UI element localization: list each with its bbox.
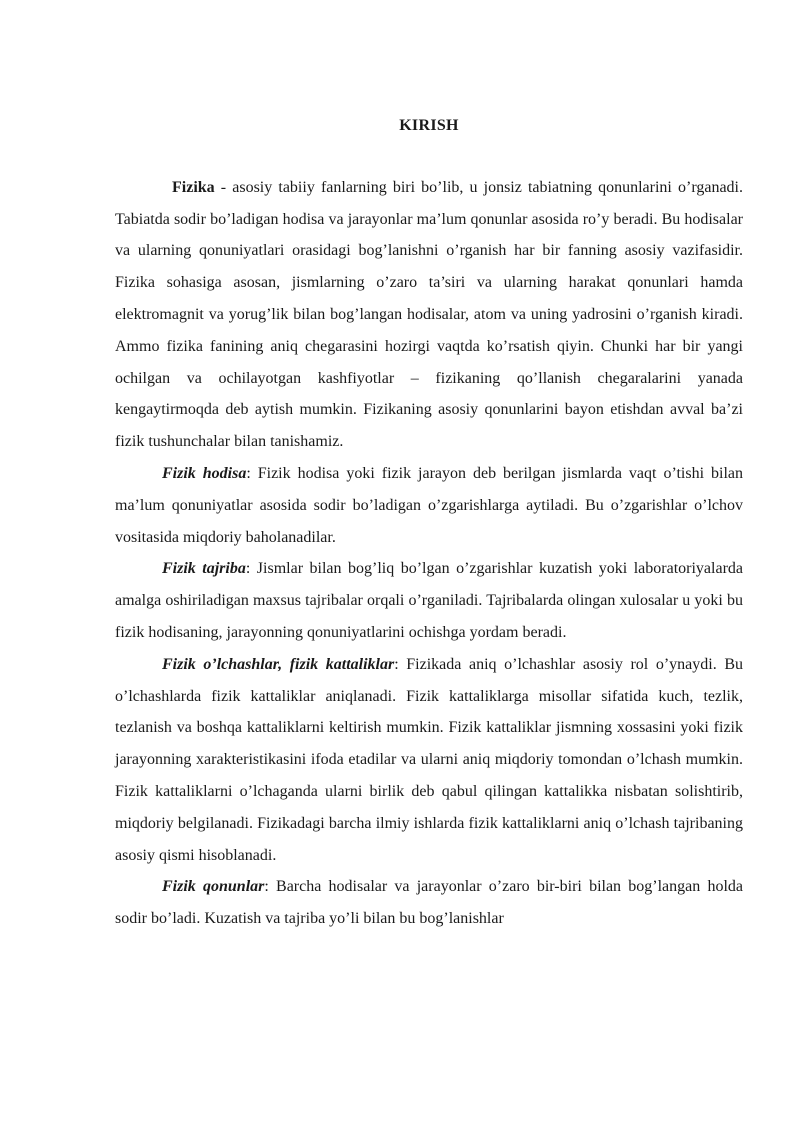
term-fizik-qonunlar: Fizik qonunlar — [162, 878, 265, 896]
paragraph-fizik-tajriba — [115, 553, 743, 648]
paragraph-text: : Barcha hodisalar va jarayonlar o’zaro bir-biri bilan bog’langan holda sodir bo’ladi. Kuzatish va tajriba yo’li bilan bu bog’lanishlar — [115, 878, 743, 928]
paragraph-fizik-qonunlar — [115, 871, 743, 935]
paragraph-text: : Fizik hodisa yoki fizik jarayon deb berilgan jismlarda vaqt o’tishi bilan ma’lum qonuniyatlar asosida sodir bo’ladigan o’zgarishlarga aytiladi. Bu o’zgarishlar o’lchov vositasida miqdoriy baholanadilar. — [115, 464, 743, 546]
paragraph-fizika — [115, 172, 743, 458]
paragraph-text: : Fizikada aniq o’lchashlar asosiy rol o’ynaydi. Bu o’lchashlarda fizik kattaliklar aniqlanadi. Fizik kattaliklarga misollar sifatida kuch, tezlik, tezlanish va boshqa kattaliklarni keltirish mumkin. Fizik kattaliklar jismning xossasini yoki fizik jarayonning xarakteristikasini ifoda etadilar va ularni aniq miqdoriy tomondan o’lchash mumkin. Fizik kattaliklarni o’lchaganda ularni birlik deb qabul qilingan kattalikka nisbatan solishtirib, miqdoriy belgilanadi. Fizikadagi barcha ilmiy ishlarda fizik kattaliklarni aniq o’lchash tajribaning asosiy qismi hisoblanadi. — [115, 655, 744, 864]
term-fizik-olchashlar: Fizik o’lchashlar, fizik kattaliklar — [162, 655, 395, 673]
term-fizik-hodisa: Fizik hodisa — [162, 464, 247, 482]
document-page — [115, 110, 743, 935]
term-fizika: Fizika — [172, 178, 215, 196]
paragraph-text: : Jismlar bilan bog’liq bo’lgan o’zgarishlar kuzatish yoki laboratoriyalarda amalga oshiriladigan maxsus tajribalar orqali o’rganiladi. Tajribalarda olingan xulosalar u yoki bu fizik hodisaning, jarayonning qonuniyatlarini ochishga yordam beradi. — [115, 560, 743, 641]
paragraph-text: - asosiy tabiiy fanlarning biri bo’lib, u jonsiz tabiatning qonunlarini o’rganadi. Tabiatda sodir bo’ladigan hodisa va jarayonlar ma’lum qonunlar asosida ro’y beradi. Bu hodisalar va ularning qonuniyatlari orasidagi bog’lanishni o’rganish har bir fanning asosiy vazifasidir. Fizika sohasiga asosan, jismlarning o’zaro ta’siri va ularning harakat qonunlari hamda elektromagnit va yorug’lik bilan bog’langan hodisalar, atom va uning yadrosini o’rganish kiradi. Ammo fizika fanining aniq chegarasini hozirgi vaqtda ko’rsatish qiyin. Chunki har bir yangi ochilgan va ochilayotgan kashfiyotlar – fizikaning qo’llanish chegaralarini yanada kengaytirmoqda deb aytish mumkin. Fizikaning asosiy qonunlarini bayon etishdan avval ba’zi fizik tushunchalar bilan tanishamiz. — [115, 178, 743, 451]
paragraph-fizik-olchashlar — [115, 649, 743, 872]
page-title: KIRISH — [399, 117, 459, 134]
paragraph-fizik-hodisa — [115, 458, 743, 553]
term-fizik-tajriba: Fizik tajriba — [162, 560, 246, 578]
